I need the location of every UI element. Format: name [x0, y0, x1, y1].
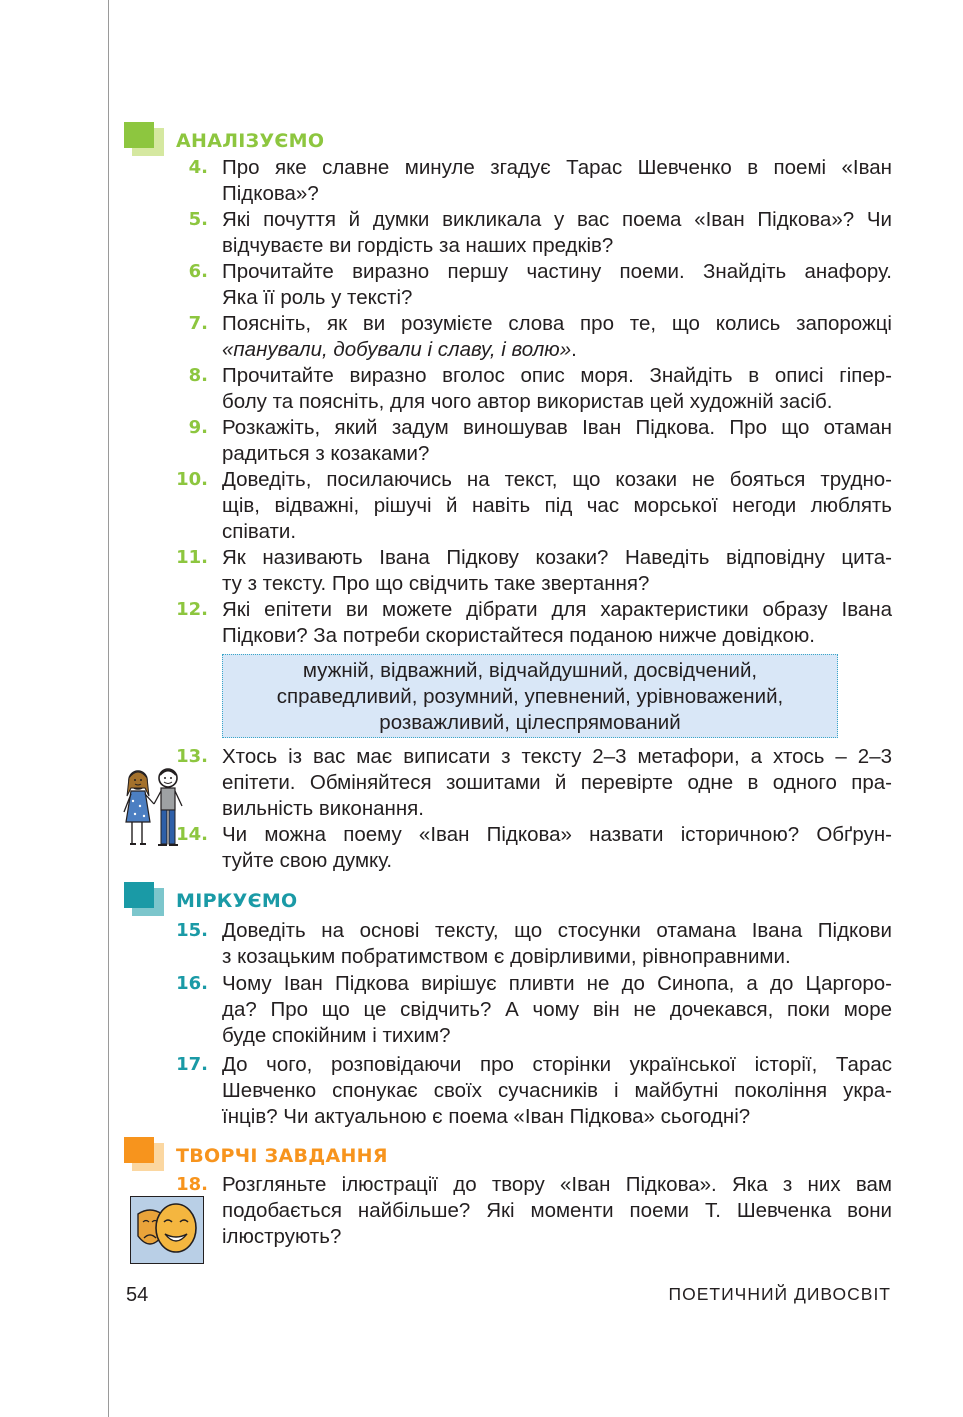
page-number: 54: [126, 1284, 149, 1306]
question-text: Як називають Івана Підкову козаки? Наведіть відповідну цита- ту з тексту. Про що свідчить таке звертання?: [222, 546, 892, 595]
reference-line: розважливий, цілеспрямований: [379, 711, 681, 734]
question-number: 10.: [176, 469, 208, 490]
question-text: Розгляньте ілюстрації до твору «Іван Підкова». Яка з них вам подобається найбільше? Які моменти поеми Т. Шевченка вони ілюструють?: [222, 1173, 892, 1248]
teal-square-icon-front: [124, 882, 154, 908]
page-margin-line: [108, 0, 109, 1417]
question-text: Доведіть, посилаючись на текст, що козаки не бояться трудно- щів, відважні, рішучі й навіть під час морської негоди люблять співати.: [222, 468, 892, 543]
question-text: Розкажіть, який задум виношував Іван Підкова. Про що отаман радиться з козаками?: [222, 416, 892, 465]
question-text: Прочитайте виразно вголос опис моря. Знайдіть в описі гіпер- болу та поясніть, для чого автор використав цей художній засіб.: [222, 364, 892, 413]
question-text: Прочитайте виразно першу частину поеми. Знайдіть анафору. Яка її роль у тексті?: [222, 260, 892, 309]
question-number: 7.: [188, 313, 208, 334]
question-number: 14.: [176, 824, 208, 845]
question-number: 17.: [176, 1054, 208, 1075]
question-number: 11.: [176, 547, 208, 568]
quote: «панували, добували і славу, і волю»: [222, 338, 572, 361]
section-title: АНАЛІЗУЄМО: [176, 130, 325, 152]
question-number: 8.: [188, 365, 208, 386]
question-text: Поясніть, як ви розумієте слова про те, що колись запорожці «панували, добували і славу, і волю».: [222, 312, 892, 361]
question-text: До чого, розповідаючи про сторінки української історії, Тарас Шевченко спонукає своїх сучасників і майбутні покоління укра- їнців? Чи актуальною є поема «Іван Підкова» сьогодні?: [222, 1053, 892, 1128]
question-text: Хтось із вас має виписати з тексту 2–3 метафори, а хтось – 2–3 епітети. Обміняйтеся зошитами й перевірте одне в одного пра- вильність виконання.: [222, 745, 892, 820]
question-text: Які почуття й думки викликала у вас поема «Іван Підкова»? Чи відчуваєте ви гордість за наших предків?: [222, 208, 892, 257]
question-text: Чому Іван Підкова вирішує пливти не до Синопа, а до Царгоро- да? Про що це свідчить? А чому він не дочекався, поки море буде спокійним і тихим?: [222, 972, 892, 1047]
question-number: 16.: [176, 973, 208, 994]
reference-line: мужній, відважний, відчайдушний, досвідчений,: [302, 659, 758, 682]
question-number: 5.: [188, 209, 208, 230]
question-text: Чи можна поему «Іван Підкова» назвати історичною? Обґрун- туйте свою думку.: [222, 823, 892, 872]
theater-masks-icon: [130, 1196, 204, 1264]
question-number: 9.: [188, 417, 208, 438]
question-number: 18.: [176, 1174, 208, 1195]
orange-square-icon-front: [124, 1137, 154, 1163]
reference-box: [222, 654, 838, 738]
question-number: 4.: [188, 157, 208, 178]
question-number: 6.: [188, 261, 208, 282]
question-number: 15.: [176, 920, 208, 941]
reference-line: справедливий, розумний, упевнений, урівноважений,: [276, 685, 784, 708]
question-text: Доведіть на основі тексту, що стосунки отамана Івана Підкови з козацьким побратимством є довірливими, рівноправними.: [222, 919, 892, 968]
question-text: Про яке славне минуле згадує Тарас Шевченко в поемі «Іван Підкова»?: [222, 156, 892, 205]
running-title: ПОЕТИЧНИЙ ДИВОСВІТ: [668, 1284, 891, 1304]
green-square-icon-front: [124, 122, 154, 148]
question-number: 13.: [176, 746, 208, 767]
question-number: 12.: [176, 599, 208, 620]
section-title: ТВОРЧІ ЗАВДАННЯ: [176, 1145, 388, 1167]
section-title: МІРКУЄМО: [176, 890, 298, 912]
question-text: Які епітети ви можете дібрати для характеристики образу Івана Підкови? За потреби скористайтеся поданою нижче довідкою.: [222, 598, 892, 647]
